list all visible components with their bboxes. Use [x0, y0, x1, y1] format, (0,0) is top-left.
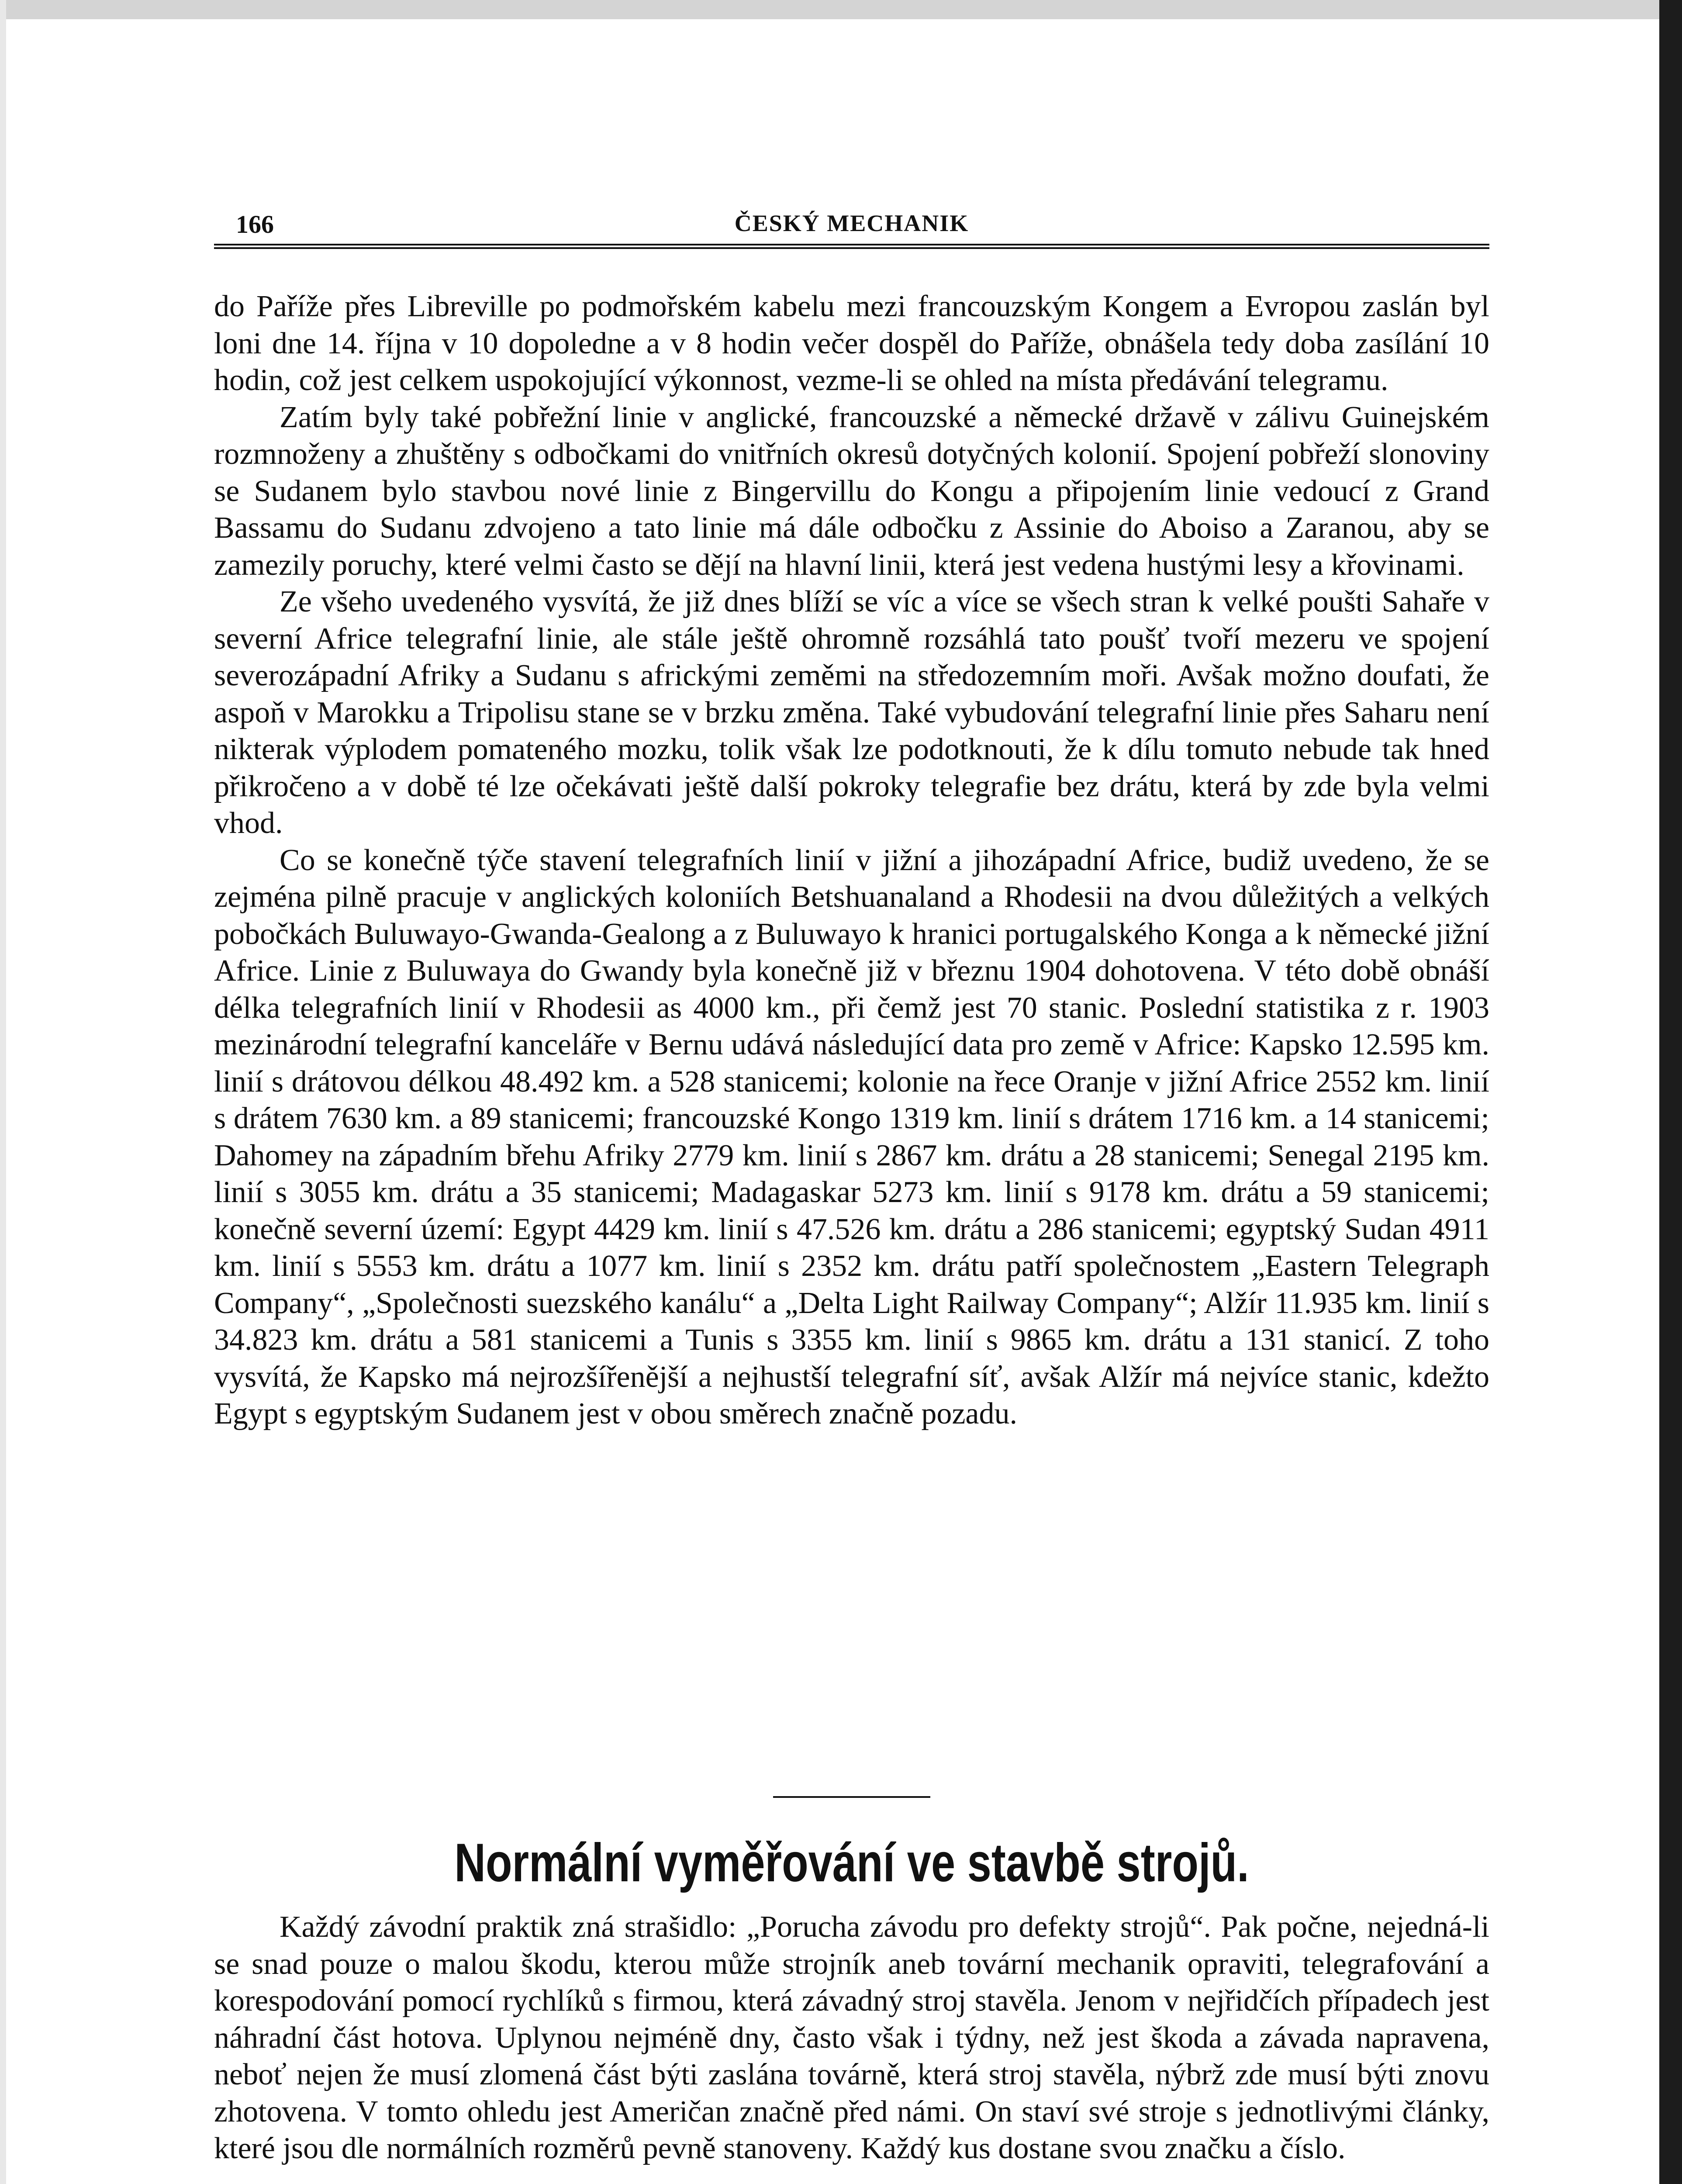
section-title: Normální vyměřování ve stavbě strojů. — [454, 1833, 1249, 1893]
section-divider — [773, 1796, 930, 1798]
article-body — [214, 288, 1489, 1433]
running-head: ČESKÝ MECHANIK — [734, 210, 969, 236]
scan-edge-left — [0, 0, 6, 2184]
page-header — [214, 205, 1489, 245]
section-paragraph-1: Každý závodní praktik zná strašidlo: „Porucha závodu pro defekty strojů“. Pak počne, nejedná-li se snad pouze o malou škodu, kterou může strojník aneb tovární mechanik opraviti, telegrafování a korespodování pomocí rychlíků s firmou, která závadný stroj stavěla. Jenom v nejřidčích případech jest náhradní část hotova. Uplynou nejméně dny, často však i týdny, než jest škoda a závada napravena, neboť nejen že musí zlomená část býti zaslána továrně, která stroj stavěla, nýbrž zde musí býti znovu zhotovena. V tomto ohledu jest Američan značně před námi. On staví své stroje s jednotlivými články, které jsou dle normálních rozměrů pevně stanoveny. Každý kus dostane svou značku a číslo. — [214, 1910, 1489, 2165]
scan-edge-right — [1659, 0, 1682, 2184]
scan-edge-top — [0, 0, 1682, 19]
paragraph-2: Zatím byly také pobřežní linie v anglické, francouzské a německé državě v zálivu Guinejském rozmnoženy a zhuštěny s odbočkami do vnitřních okresů dotyčných kolonií. Spojení pobřeží slonoviny se Sudanem bylo stavbou nové linie z Bingervillu do Kongu a připojením linie vedoucí z Grand Bassamu do Sudanu zdvojeno a tato linie má dále odbočku z Assinie do Aboiso a Zaranou, aby se zamezily poruchy, které velmi často se dějí na hlavní linii, která jest vedena hustými lesy a křovinami. — [214, 400, 1489, 582]
paragraph-4: Co se konečně týče stavení telegrafních linií v jižní a jihozápadní Africe, budiž uvedeno, že se zejména pilně pracuje v anglických koloniích Betshuanaland a Rhodesii na dvou důležitých a velkých pobočkách Buluwayo-Gwanda-Gealong a z Buluwayo k hranici portugalského Konga a k německé jižní Africe. Linie z Buluwaya do Gwandy byla konečně již v březnu 1904 dohotovena. V této době obnáší délka telegrafních linií v Rhodesii as 4000 km., při čemž jest 70 stanic. Poslední statistika z r. 1903 mezinárodní telegrafní kanceláře v Bernu udává následující data pro země v Africe: Kapsko 12.595 km. linií s drátovou délkou 48.492 km. a 528 stanicemi; kolonie na řece Oranje v jižní Africe 2552 km. linií s drátem 7630 km. a 89 stanicemi; francouzské Kongo 1319 km. linií s drátem 1716 km. a 14 stanicemi; Dahomey na západním břehu Afriky 2779 km. linií s 2867 km. drátu a 28 stanicemi; Senegal 2195 km. linií s 3055 km. drátu a 35 stanicemi; Madagaskar 5273 km. linií s 9178 km. drátu a 59 stanicemi; konečně severní území: Egypt 4429 km. linií s 47.526 km. drátu a 286 stanicemi; egyptský Sudan 4911 km. linií s 5553 km. drátu a 1077 km. linií s 2352 km. drátu patří společnostem „Eastern Telegraph Company“, „Společnosti suezského kanálu“ a „Delta Light Railway Company“; Alžír 11.935 km. linií s 34.823 km. drátu a 581 stanicemi a Tunis s 3355 km. linií s 9865 km. drátu a 131 stanicí. Z toho vysvítá, že Kapsko má nejrozšířenější a nejhustší telegrafní síť, avšak Alžír má nejvíce stanic, kdežto Egypt s egyptským Sudanem jest v obou směrech značně pozadu. — [214, 843, 1489, 1431]
page-number: 166 — [236, 210, 274, 238]
paragraph-3: Ze všeho uvedeného vysvítá, že již dnes blíží se víc a více se všech stran k velké poušti Sahaře v severní Africe telegrafní linie, ale stále ještě ohromně rozsáhlá tato poušť tvoří mezeru ve spojení severozápadní Afriky a Sudanu s africkými zeměmi na středozemním moři. Avšak možno doufati, že aspoň v Marokku a Tripolisu stane se v brzku změna. Také vybudování telegrafní linie přes Saharu není nikterak výplodem pomateného mozku, tolik však lze podotknouti, že k dílu tomuto nebude tak hned přikročeno a v době té lze očekávati ještě další pokroky telegrafie bez drátu, která by zde byla velmi vhod. — [214, 585, 1489, 840]
section-body — [214, 1909, 1489, 2167]
header-double-rule — [214, 244, 1489, 249]
paragraph-1: do Paříže přes Libreville po podmořském kabelu mezi francouzským Kongem a Evropou zaslán byl loni dne 14. října v 10 dopoledne a v 8 hodin večer dospěl do Paříže, obnášela tedy doba zasílání 10 hodin, což jest celkem uspokojující výkonnost, vezme-li se ohled na místa předávání telegramu. — [214, 290, 1489, 397]
